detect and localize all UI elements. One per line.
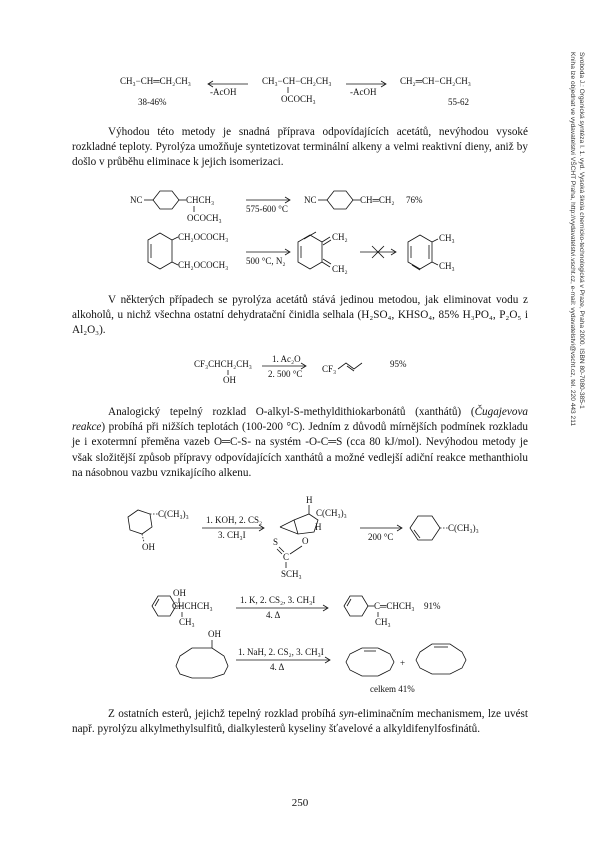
condition-1: 1. Ac₂O [272,354,301,364]
paragraph-4-end: -eliminačním mechanismem, lze uvést např. pyrolýzu alkylmethylsulfitů, dialkylesterů kyseliny šťavelové a alkyldifenylfosfinátů. [72,708,528,736]
temperature-200: 200 °C [368,532,394,542]
methylene-top: CH₂ [332,232,348,242]
paragraph-4 [72,707,528,737]
substrate-acetoxy: OCOCH₃ [281,94,316,104]
nitrile-left: NC [130,195,143,205]
arrow-left-label: -AcOH [210,87,237,97]
double-bond [304,232,316,239]
methyl-product: CH₃ [375,617,391,627]
bond [294,520,298,534]
hydroxyl-phenyl: OH [173,588,186,598]
trifluoromethyl: CF₃ [322,364,337,374]
side-citation [564,52,586,852]
condition-heat: 4. Δ [266,610,281,620]
diene-ring [298,235,322,269]
hydrogen-top: H [306,495,313,505]
tert-butyl-1: C(CH₃)₃ [158,509,189,519]
benzene-ring [153,191,179,209]
methyl-bottom: CH₃ [439,261,455,271]
total-yield: celkem 41% [370,684,415,694]
substrate-trifluoro: CF₃CHCH₂CH₃ [194,359,252,369]
syn-term: syn [339,708,355,720]
arrow-right-label: -AcOH [350,87,377,97]
product-2-butene: CH₃−CH═CH₂CH₃ [120,76,191,86]
paragraph-2: V některých případech se pyrolýza acetátů stává jedinou metodou, jak eliminovat vodu z alkoholů, u nichž všechna ostatní dehydratační činidla selhala (H₂SO₄, KHSO₄, 85% H₃PO₄, P₂O₅ i Al₂O₃). [72,294,528,337]
chair-ring [280,514,318,534]
paragraph-4-start: Z ostatních esterů, jejichž tepelný rozklad probíhá [108,708,340,720]
condition-heat-2: 4. Δ [270,662,285,672]
scheme-butene-pyrolysis [110,70,510,110]
yield-trifluoro: 95% [390,359,407,369]
cyclohexene-ring [148,233,172,269]
hydrogen-mid: H [315,522,322,532]
bond [142,534,144,542]
methyl-substrate: CH₃ [179,617,195,627]
acetoxymethyl-bottom: CH₂OCOCH₃ [178,260,229,270]
paragraph-4-text [72,707,528,737]
xylene-ring [408,235,432,269]
bond [432,239,438,242]
cis-cyclodecene [346,648,394,676]
paragraph-3-end: ) probíhá při nižších teplotách (100-200 °C). Jedním z důvodů mírnějších podmínek rozkladu je i exotermní přeměna vazeb O═C-S- na systém -O-C═S (cca 80 kJ/mol). Nevýhodou metody je však složitější způsob přípravy odpovídajících xanthátů a možné vedlejší adiční reakce methanthiolu na násobnou vazbu vznikajícího alkenu. [72,421,528,479]
paragraph-3-start: Analogický tepelný rozklad O-alkyl-S-methyldithiokarbonátů (xanthátů) ( [108,406,475,418]
scheme-cyclodecene [168,628,468,698]
condition-ch3i: 3. CH₃I [218,530,246,540]
paragraph-1: Výhodou této metody je snadná příprava odpovídajících acetátů, nevýhodou vysoké rozkladné teploty. Pyrolýza umožňuje syntetizovat terminální alkeny a velmi reaktivní dieny, aniž by došlo v průběhu eliminace k jejich isomerizaci. [72,126,528,169]
bond [432,262,438,265]
hydroxyl-chugaev: OH [142,542,155,552]
benzene-ring-product [327,191,353,209]
methylene-bottom: CH₂ [332,264,348,274]
vinyl-group: CH═CH₂ [360,195,395,205]
condition-koh: 1. KOH, 2. CS₂ [206,515,263,525]
condition-k: 1. K, 2. CS₂, 3. CH₃I [240,595,316,605]
hydroxyl: OH [223,375,236,385]
methylthio: SCH₃ [281,569,302,579]
temperature-label: 575-600 °C [246,204,288,214]
cyclohexene-product [410,516,440,540]
methyl-top: CH₃ [439,233,455,243]
bond [290,546,302,554]
cyclohexane-ring [128,510,152,534]
acetoxy-group: OCOCH₃ [187,213,222,223]
sulfur-thione: S [273,537,279,547]
nitrile-right: NC [304,195,317,205]
tert-butyl-2: C(CH₃)₃ [316,508,347,518]
double-bond [412,265,420,270]
hydroxyl-cyclodecane: OH [208,629,221,639]
yield-1-butene: 55-62 [448,97,469,107]
product-chain: C═CHCH₃ [374,601,415,611]
substrate-chain: CHCHCH₃ [172,601,213,611]
ethylidene-group: CHCH₃ [186,195,215,205]
conditions-label: 500 °C, N₂ [246,256,286,266]
yield-phenyl: 91% [424,601,441,611]
scheme-styrene [120,185,450,225]
oxygen-xanthate: O [302,536,309,546]
phenyl-ring-product [344,596,368,616]
product-1-butene: CH₂═CH−CH₂CH₃ [400,76,471,86]
cyclodecane-ring [176,648,228,678]
condition-nah: 1. NaH, 2. CS₂, 3. CH₃I [238,647,324,657]
scheme-phenyl-alkene [148,586,478,628]
reaction-name: Čugajevova reakce [72,406,528,434]
scheme-chugaev [118,492,498,584]
trans-cyclodecene [416,644,466,674]
plus-sign: + [400,658,406,668]
yield-2-butene: 38-46% [138,97,167,107]
condition-2: 2. 500 °C [268,369,303,379]
acetoxymethyl-top: CH₂OCOCH₃ [178,232,229,242]
scheme-trifluorobutene [190,352,430,392]
double-bond [414,530,420,538]
page-number: 250 [291,797,309,809]
paragraph-3 [72,405,528,481]
citation-line-1: Svoboda J.: Organická syntéza I. 1. vyd. Vysoká škola chemicko-technologická v Praze, Praha 2000. ISBN 80-7080-385-1 [578,52,585,409]
carbon-xanthate: C [283,552,290,562]
scheme-diene [140,228,480,280]
tert-butyl-3: C(CH₃)₃ [448,523,479,533]
substrate-butyl-acetate: CH₃−CH−CH₂CH₃ [262,76,332,86]
paragraph-3-text [72,405,528,481]
yield-styrene: 76% [406,195,423,205]
citation-line-2: Kniha lze objednat ve vydavatelství VŠCHT Praha, http://vydavatelstvi.vscht.cz, e-mail: vydavatelstvi@vscht.cz, tel. 220 443 211 [569,52,576,427]
